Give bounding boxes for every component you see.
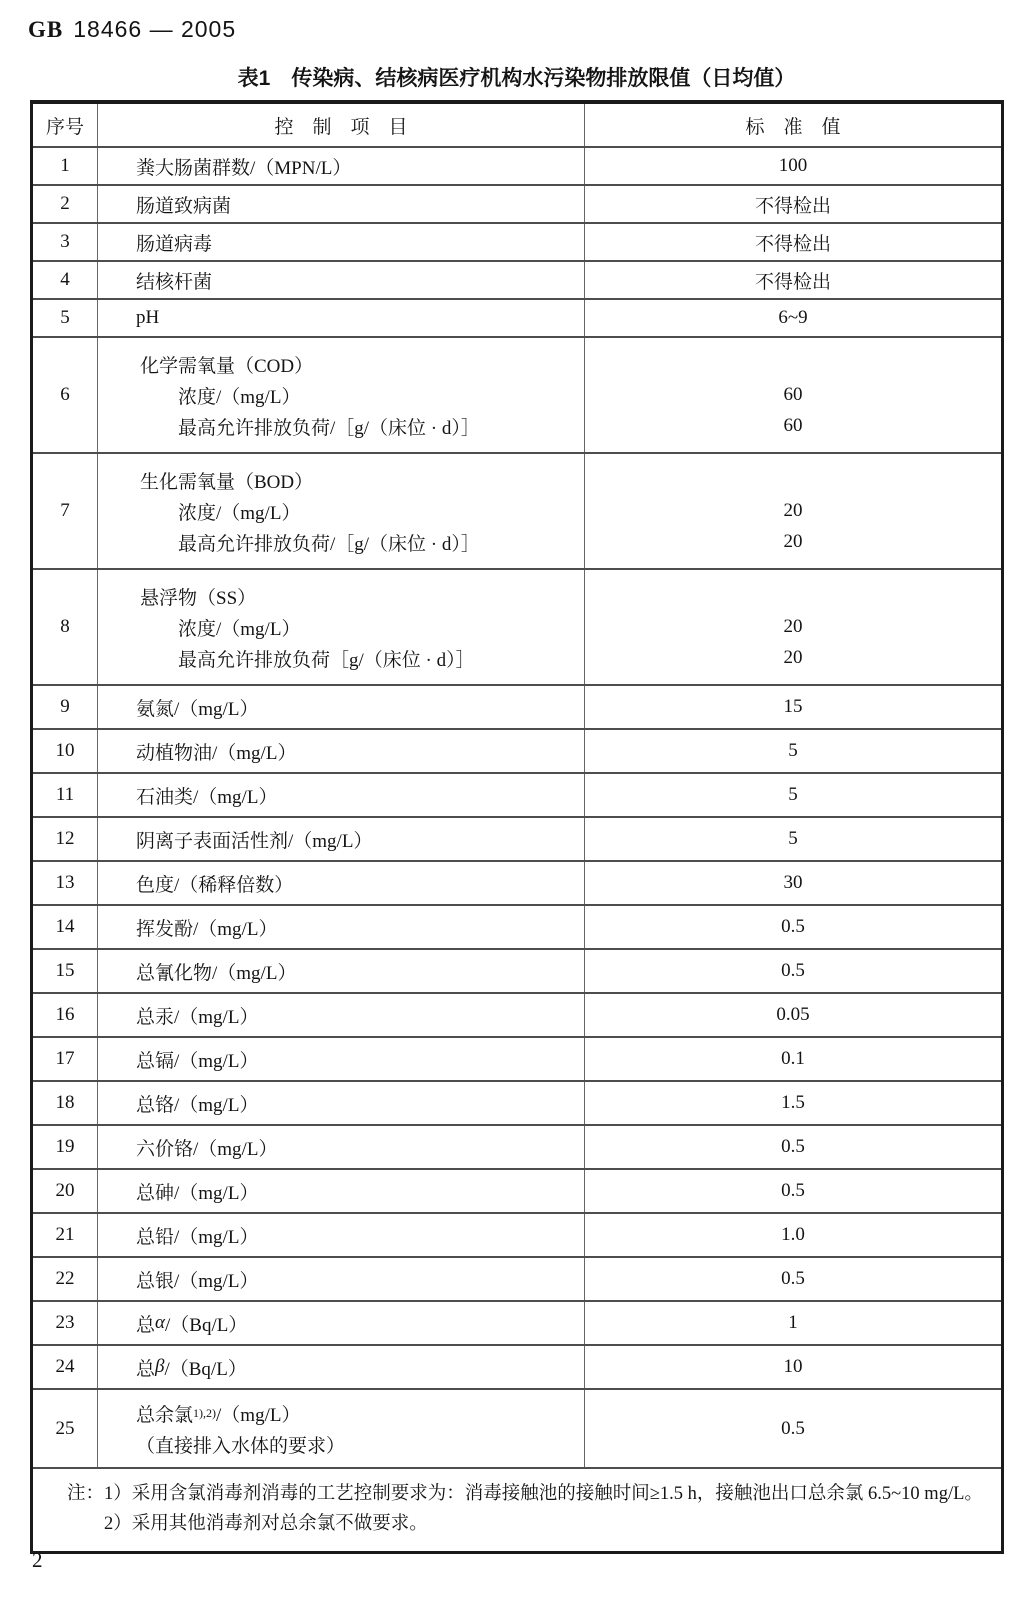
value-line: 20 <box>783 531 803 552</box>
row-number: 10 <box>55 740 75 761</box>
item-line: 结核杆菌 <box>136 271 213 293</box>
table-row <box>33 336 1001 452</box>
value-cell <box>585 262 1001 298</box>
table-row <box>33 1124 1001 1168</box>
row-number: 16 <box>55 1004 75 1025</box>
italic-symbol: β <box>155 1356 165 1377</box>
item-cell <box>97 1038 585 1080</box>
value-cell <box>585 186 1001 222</box>
value-line: 0.5 <box>781 1268 805 1289</box>
value-cell <box>585 148 1001 184</box>
table-row <box>33 452 1001 568</box>
value-cell <box>585 1038 1001 1080</box>
row-number: 5 <box>60 307 70 328</box>
row-number: 24 <box>55 1356 75 1377</box>
doc-code <box>28 16 236 43</box>
table-row <box>33 568 1001 684</box>
row-number: 19 <box>55 1136 75 1157</box>
item-line: 动植物油/（mg/L） <box>136 742 297 764</box>
value-line: 5 <box>788 784 798 805</box>
value-cell <box>585 1082 1001 1124</box>
item-line: 浓度/（mg/L） <box>178 386 301 408</box>
row-number: 3 <box>60 231 70 252</box>
table-row <box>33 772 1001 816</box>
value-cell <box>585 730 1001 772</box>
value-cell <box>585 570 1001 684</box>
value-line: 0.5 <box>781 1136 805 1157</box>
item-line: 浓度/（mg/L） <box>178 618 301 640</box>
col-header-no: 序号 <box>45 116 84 138</box>
item-cell <box>97 454 585 568</box>
row-number: 8 <box>60 616 70 637</box>
value-line: 0.05 <box>776 1004 810 1025</box>
row-number: 22 <box>55 1268 75 1289</box>
value-line: 30 <box>783 872 803 893</box>
table-row <box>33 1080 1001 1124</box>
value-line: 5 <box>788 828 798 849</box>
item-line: pH <box>136 307 160 328</box>
item-cell <box>97 148 585 184</box>
col-header-value: 标 准 值 <box>745 116 841 138</box>
row-number: 1 <box>60 155 70 176</box>
table-row <box>33 298 1001 336</box>
value-line: 1.5 <box>781 1092 805 1113</box>
item-cell <box>97 1258 585 1300</box>
value-cell <box>585 454 1001 568</box>
note-label: 注： <box>67 1484 105 1504</box>
table-row <box>33 184 1001 222</box>
value-line: 不得检出 <box>754 233 831 255</box>
value-line: 0.5 <box>781 960 805 981</box>
item-line: 最高允许排放负荷［g/（床位 · d）］ <box>178 649 475 671</box>
table-header-row <box>33 104 1001 146</box>
table-row <box>33 222 1001 260</box>
page-number: 2 <box>32 1548 43 1572</box>
value-line: 5 <box>788 740 798 761</box>
row-number: 21 <box>55 1224 75 1245</box>
standards-table <box>30 100 1004 1554</box>
item-line: 总铅/（mg/L） <box>136 1226 259 1248</box>
table-row <box>33 684 1001 728</box>
value-cell <box>585 774 1001 816</box>
row-number: 9 <box>60 696 70 717</box>
item-cell <box>97 300 585 336</box>
row-number: 4 <box>60 269 70 290</box>
row-number: 18 <box>55 1092 75 1113</box>
item-line: 浓度/（mg/L） <box>178 502 301 524</box>
value-line: 0.5 <box>781 1417 805 1439</box>
table-row <box>33 728 1001 772</box>
value-line <box>585 349 1001 380</box>
item-cell <box>97 262 585 298</box>
row-number: 11 <box>55 784 75 805</box>
value-line: 10 <box>783 1356 803 1377</box>
item-line: 化学需氧量（COD） <box>140 355 314 377</box>
item-line: 总余氯 1),2) /（mg/L） <box>136 1404 301 1426</box>
value-cell <box>585 1126 1001 1168</box>
item-cell <box>97 1302 585 1344</box>
item-line: 总汞/（mg/L） <box>136 1006 259 1028</box>
item-line: 总砷/（mg/L） <box>136 1182 259 1204</box>
value-line: 1 <box>788 1312 798 1333</box>
value-line: 不得检出 <box>754 195 831 217</box>
value-cell <box>585 1390 1001 1467</box>
col-header-item: 控 制 项 目 <box>97 104 585 146</box>
value-cell <box>585 224 1001 260</box>
item-cell <box>97 338 585 452</box>
item-line: 总 β /（Bq/L） <box>136 1356 247 1380</box>
item-cell <box>97 1126 585 1168</box>
value-line: 0.5 <box>781 1180 805 1201</box>
row-number: 15 <box>55 960 75 981</box>
item-cell <box>97 686 585 728</box>
value-line <box>585 581 1001 612</box>
item-line: 总铬/（mg/L） <box>136 1094 259 1116</box>
row-number: 6 <box>60 384 70 405</box>
table-row <box>33 860 1001 904</box>
item-line: 石油类/（mg/L） <box>136 786 278 808</box>
note-item-2: 2）采用其他消毒剂对总余氯不做要求。 <box>104 1514 428 1534</box>
item-cell <box>97 862 585 904</box>
item-line: 生化需氧量（BOD） <box>140 471 314 493</box>
item-cell <box>97 186 585 222</box>
table-row <box>33 948 1001 992</box>
table-note <box>33 1467 1001 1551</box>
row-number: 7 <box>60 500 70 521</box>
row-number: 25 <box>55 1417 75 1439</box>
item-line: 挥发酚/（mg/L） <box>136 918 278 940</box>
value-line: 0.5 <box>781 916 805 937</box>
value-cell <box>585 1302 1001 1344</box>
note-item-1: 1）采用含氯消毒剂消毒的工艺控制要求为：消毒接触池的接触时间≥1.5 h，接触池出口总余氯 6.5~10 mg/L。 <box>104 1484 983 1504</box>
item-cell <box>97 1390 585 1467</box>
value-cell <box>585 1214 1001 1256</box>
doc-code-prefix: GB <box>28 17 64 42</box>
item-line: 粪大肠菌群数/（MPN/L） <box>136 157 352 179</box>
italic-symbol: α <box>155 1312 165 1333</box>
table-row <box>33 146 1001 184</box>
row-number: 17 <box>55 1048 75 1069</box>
value-cell <box>585 1346 1001 1388</box>
item-line: 总氰化物/（mg/L） <box>136 962 297 984</box>
item-line: 悬浮物（SS） <box>140 587 257 609</box>
item-line: 氨氮/（mg/L） <box>136 698 259 720</box>
row-number: 12 <box>55 828 75 849</box>
item-line: 最高允许排放负荷/［g/（床位 · d）］ <box>178 533 480 555</box>
item-cell <box>97 818 585 860</box>
value-cell <box>585 338 1001 452</box>
item-cell <box>97 1214 585 1256</box>
table-row <box>33 1388 1001 1467</box>
table-row <box>33 260 1001 298</box>
table-row <box>33 904 1001 948</box>
item-cell <box>97 1082 585 1124</box>
item-line: 色度/（稀释倍数） <box>136 874 294 896</box>
value-line: 15 <box>783 696 803 717</box>
item-line: 阴离子表面活性剂/（mg/L） <box>136 830 373 852</box>
value-line: 0.1 <box>781 1048 805 1069</box>
value-cell <box>585 906 1001 948</box>
value-cell <box>585 686 1001 728</box>
row-number: 13 <box>55 872 75 893</box>
table-row <box>33 1036 1001 1080</box>
table-row <box>33 1212 1001 1256</box>
item-line: 总镉/（mg/L） <box>136 1050 259 1072</box>
row-number: 14 <box>55 916 75 937</box>
item-cell <box>97 774 585 816</box>
item-cell <box>97 1346 585 1388</box>
item-line: 最高允许排放负荷/［g/（床位 · d）］ <box>178 417 480 439</box>
value-line: 1.0 <box>781 1224 805 1245</box>
item-cell <box>97 950 585 992</box>
item-cell <box>97 730 585 772</box>
item-cell <box>97 994 585 1036</box>
row-number: 23 <box>55 1312 75 1333</box>
value-line: 60 <box>783 415 803 436</box>
table-title: 表1 传染病、结核病医疗机构水污染物排放限值（日均值） <box>237 67 796 90</box>
item-line: 总 α /（Bq/L） <box>136 1312 248 1336</box>
value-cell <box>585 818 1001 860</box>
value-cell <box>585 300 1001 336</box>
value-line <box>585 465 1001 496</box>
item-line: 肠道致病菌 <box>136 195 232 217</box>
value-line: 20 <box>783 616 803 637</box>
item-line: （直接排入水体的要求） <box>136 1435 346 1457</box>
item-line: 总银/（mg/L） <box>136 1270 259 1292</box>
value-line: 60 <box>783 384 803 405</box>
table-rows <box>33 146 1001 1467</box>
table-row <box>33 1168 1001 1212</box>
table-row <box>33 1344 1001 1388</box>
item-line: 六价铬/（mg/L） <box>136 1138 278 1160</box>
item-cell <box>97 906 585 948</box>
value-cell <box>585 1170 1001 1212</box>
value-cell <box>585 1258 1001 1300</box>
row-number: 20 <box>55 1180 75 1201</box>
table-row <box>33 992 1001 1036</box>
item-line: 肠道病毒 <box>136 233 213 255</box>
item-cell <box>97 224 585 260</box>
row-number: 2 <box>60 193 70 214</box>
value-line: 20 <box>783 500 803 521</box>
value-cell <box>585 950 1001 992</box>
item-cell <box>97 570 585 684</box>
table-row <box>33 816 1001 860</box>
table-row <box>33 1256 1001 1300</box>
value-line: 20 <box>783 647 803 668</box>
item-cell <box>97 1170 585 1212</box>
note-items <box>104 1479 983 1539</box>
table-row <box>33 1300 1001 1344</box>
value-line: 不得检出 <box>754 271 831 293</box>
value-line: 6~9 <box>778 307 808 328</box>
value-line: 100 <box>778 155 808 176</box>
doc-code-number: 18466 — 2005 <box>73 16 237 42</box>
value-cell <box>585 862 1001 904</box>
value-cell <box>585 994 1001 1036</box>
